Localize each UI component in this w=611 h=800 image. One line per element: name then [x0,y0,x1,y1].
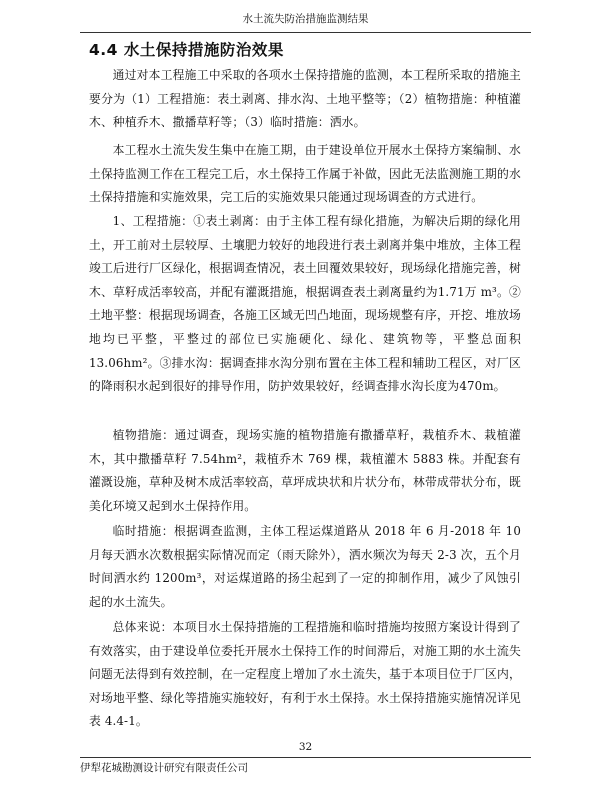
paragraph: 通过对本工程施工中采取的各项水土保持措施的监测，本工程所采取的措施主要分为（1）工程措施：表土剥离、排水沟、土地平整等；（2）植物措施：种植灌木、种植乔木、撒播草籽等；（3）临时措施：洒水。 [89,68,521,130]
section-title: 4.4 水土保持措施防治效果 [89,41,284,59]
paragraph-measures-overview [89,64,521,135]
paragraph: 植物措施：通过调查，现场实施的植物措施有撒播草籽，栽植乔木、栽植灌木，其中撒播草籽 7.54hm²，栽植乔木 769 棵，栽植灌木 5883 株。并配套有灌溉设施，草种及树木成活率较高，草坪成块状和片状分布，林带成带状分布，既美化环境又起到水土保持作用。 [89,428,521,513]
paragraph-plant-measures [89,424,521,518]
paragraph-construction-period [89,139,521,210]
paragraph-engineering-measures [89,210,521,399]
paragraph: 总体来说：本项目水土保持措施的工程措施和临时措施均按照方案设计得到了有效落实，由于建设单位委托开展水土保持工作的时间滞后，对施工期的水土流失问题无法得到有效控制，在一定程度上增加了水土流失，基于本项目位于厂区内，对场地平整、绿化等措施实施较好，有利于水土保持。水土保持措施实施情况详见表 4.4-1。 [89,620,521,729]
paragraph-temporary-measures [89,520,521,614]
footer-org: 伊犁花城勘测设计研究有限责任公司 [80,762,248,774]
page-header [80,10,531,33]
page-footer [80,757,531,776]
paragraph: 1、工程措施：①表土剥离：由于主体工程有绿化措施，为解决后期的绿化用土，开工前对土层较厚、土壤肥力较好的地段进行表土剥离并集中堆放，主体工程竣工后进行厂区绿化，根据调查情况，表土回覆效果较好，现场绿化措施完善，树木、草籽成活率较高，并配有灌溉措施，根据调查表土剥离量约为1.71万 m³。②土地平整：根据现场调查，各施工区域无凹凸地面，现场规整有序，开挖、堆放场地均已平整，平整过的部位已实施硬化、绿化、建筑物等，平整总面积 13.06hm²。③排水沟：据调查排水沟分别布置在主体工程和辅助工程区，对厂区的降雨积水起到很好的排导作用，防护效果较好，经调查排水沟长度为470m。 [89,214,521,394]
paragraph-summary [89,616,521,734]
paragraph: 临时措施：根据调查监测，主体工程运煤道路从 2018 年 6 月-2018 年 10 月每天洒水次数根据实际情况而定（雨天除外），洒水频次为每天 2-3 次，五个月时间洒水约 1200m³，对运煤道路的扬尘起到了一定的抑制作用，减少了风蚀引起的水土流失。 [89,524,521,609]
paragraph: 本工程水土流失发生集中在施工期，由于建设单位开展水土保持方案编制、水土保持监测工作在工程完工后，水土保持工作属于补做，因此无法监测施工期的水土保持措施和实施效果，完工后的实施效果只能通过现场调查的方式进行。 [89,143,521,205]
page-number: 32 [298,741,313,753]
header-title: 水土流失防治措施监测结果 [242,13,369,25]
